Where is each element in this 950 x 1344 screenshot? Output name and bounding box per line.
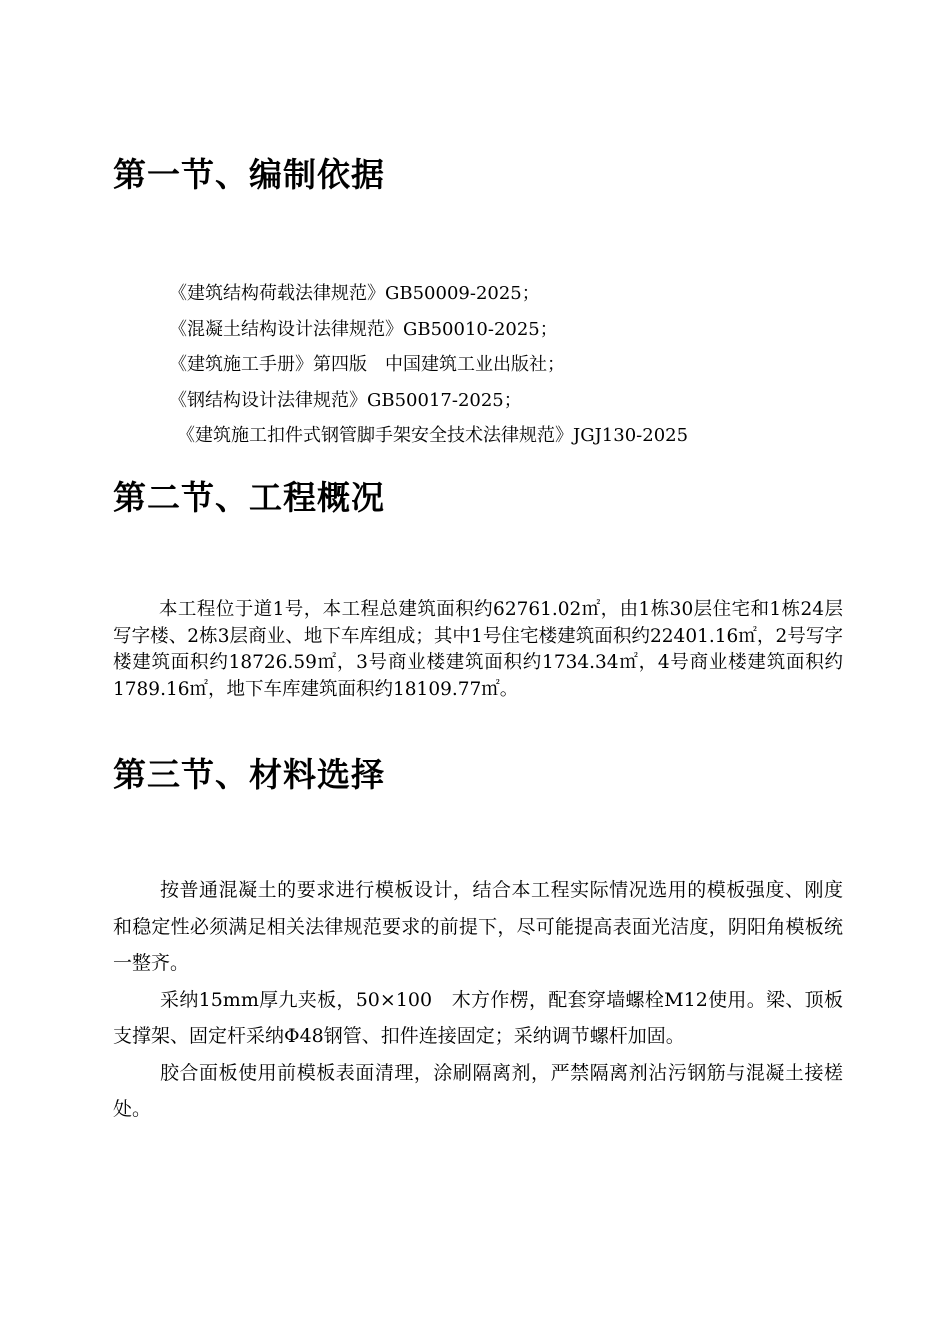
reference-list <box>113 276 873 454</box>
project-overview-paragraph: 本工程位于道1号，本工程总建筑面积约62761.02㎡，由1栋30层住宅和1栋24层写字楼、2栋3层商业、地下车库组成；其中1号住宅楼建筑面积约22401.16㎡，2号写字楼建筑面积约18726.59㎡，3号商业楼建筑面积约1734.34㎡，4号商业楼建筑面积约1789.16㎡，地下车库建筑面积约18109.77㎡。 <box>113 599 843 700</box>
materials-paragraph: 采纳15mm厚九夹板，50×100 木方作楞，配套穿墙螺栓M12使用。梁、顶板支撑架、固定杆采纳Φ48钢管、扣件连接固定；采纳调节螺杆加固。 <box>113 988 843 1047</box>
reference-item: 《建筑施工手册》第四版 中国建筑工业出版社； <box>169 354 565 375</box>
section-heading-overview: 第二节、工程概况 <box>113 478 385 517</box>
section-heading-materials: 第三节、材料选择 <box>113 755 385 794</box>
materials-body <box>113 872 843 1128</box>
section-heading-basis: 第一节、编制依据 <box>113 155 385 194</box>
materials-paragraph: 胶合面板使用前模板表面清理，涂刷隔离剂，严禁隔离剂沾污钢筋与混凝土接槎处。 <box>113 1061 843 1120</box>
reference-item: 《建筑施工扣件式钢管脚手架安全技术法律规范》JGJ130-2025 <box>177 425 689 446</box>
reference-item: 《混凝土结构设计法律规范》GB50010-2025； <box>169 318 558 340</box>
reference-item: 《建筑结构荷载法律规范》GB50009-2025； <box>169 283 540 304</box>
materials-paragraph: 按普通混凝土的要求进行模板设计，结合本工程实际情况选用的模板强度、刚度和稳定性必须满足相关法律规范要求的前提下，尽可能提高表面光洁度，阴阳角模板统一整齐。 <box>113 879 843 974</box>
reference-item: 《钢结构设计法律规范》GB50017-2025； <box>169 389 522 411</box>
